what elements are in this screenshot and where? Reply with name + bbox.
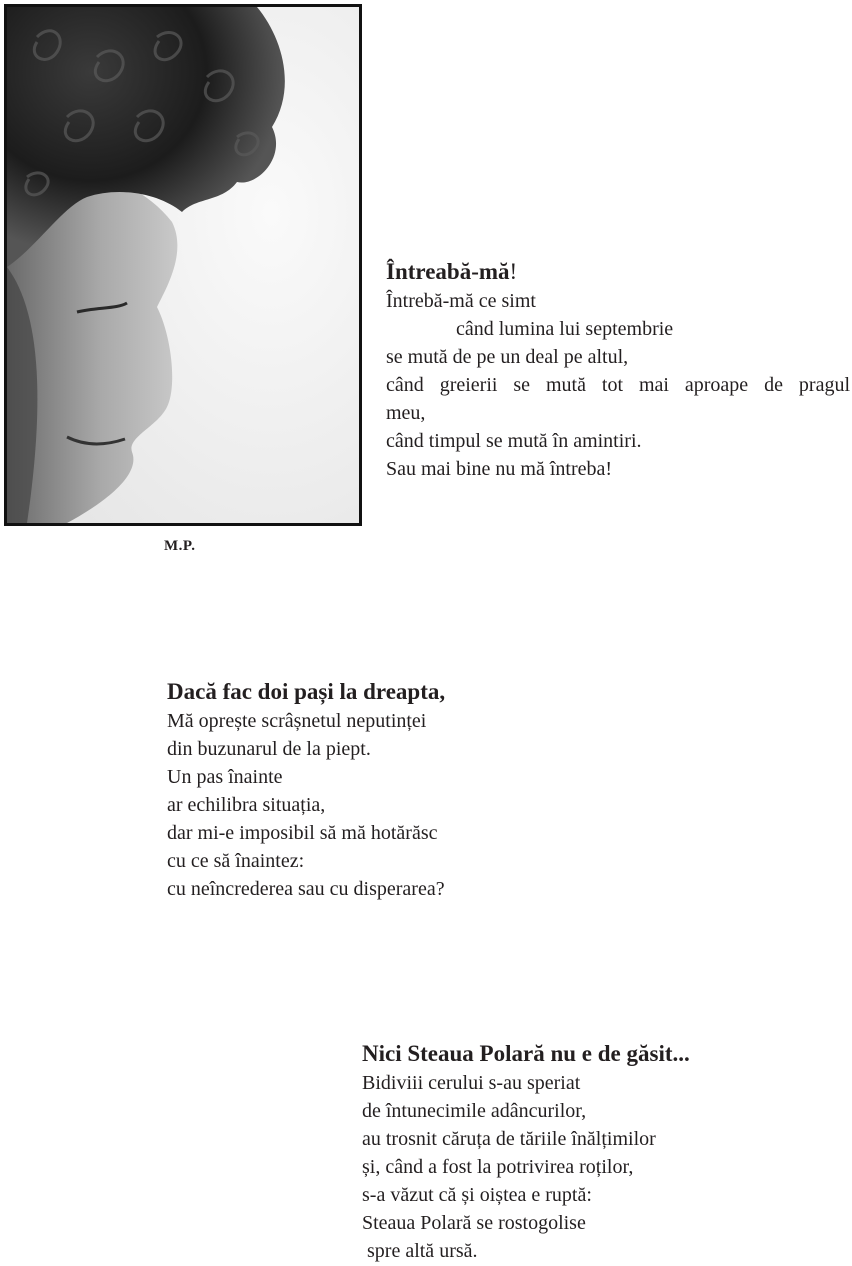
author-portrait [4,4,362,526]
poem-line: cu neîncrederea sau cu disperarea? [167,878,445,900]
poem-line: Sau mai bine nu mă întreba! [386,458,613,480]
poem-line: cu ce să înaintez: [167,850,305,872]
poem-line: Mă oprește scrâșnetul neputinței [167,710,427,732]
poem-line: s-a văzut că și oiștea e ruptă: [362,1184,592,1206]
poem-line: spre altă ursă. [362,1240,478,1262]
poem-line: au trosnit căruța de tăriile înălțimilor [362,1128,656,1150]
poem-intreaba-ma [386,257,850,483]
portrait-image [7,7,359,523]
poem-line: ar echilibra situația, [167,794,326,816]
poem-title: Dacă fac doi pași la dreapta, [167,679,446,704]
poem-line: Steaua Polară se rostogolise [362,1212,586,1234]
poem-line: când lumina lui septembrie [456,318,674,340]
poem-line: din buzunarul de la piept. [167,738,371,760]
poem-daca-fac-doi-pasi [167,677,587,903]
poem-nici-steaua-polara [362,1039,832,1265]
photo-caption: M.P. [164,538,196,554]
poem-line: când greierii se mută tot mai aproape de pragul [386,374,850,396]
poem-line: Întrebă-mă ce simt [386,290,536,312]
poem-title: Întreabă-mă! [386,259,518,284]
poem-line: dar mi-e imposibil să mă hotărăsc [167,822,438,844]
poem-line: se mută de pe un deal pe altul, [386,346,629,368]
poem-line: și, când a fost la potrivirea roților, [362,1156,634,1178]
poem-line: meu, [386,402,426,424]
poem-line: Bidiviii cerului s-au speriat [362,1072,581,1094]
poem-line: Un pas înainte [167,766,283,788]
poem-line: când timpul se mută în amintiri. [386,430,642,452]
poem-line: de întunecimile adâncurilor, [362,1100,587,1122]
poem-title: Nici Steaua Polară nu e de găsit... [362,1041,690,1066]
